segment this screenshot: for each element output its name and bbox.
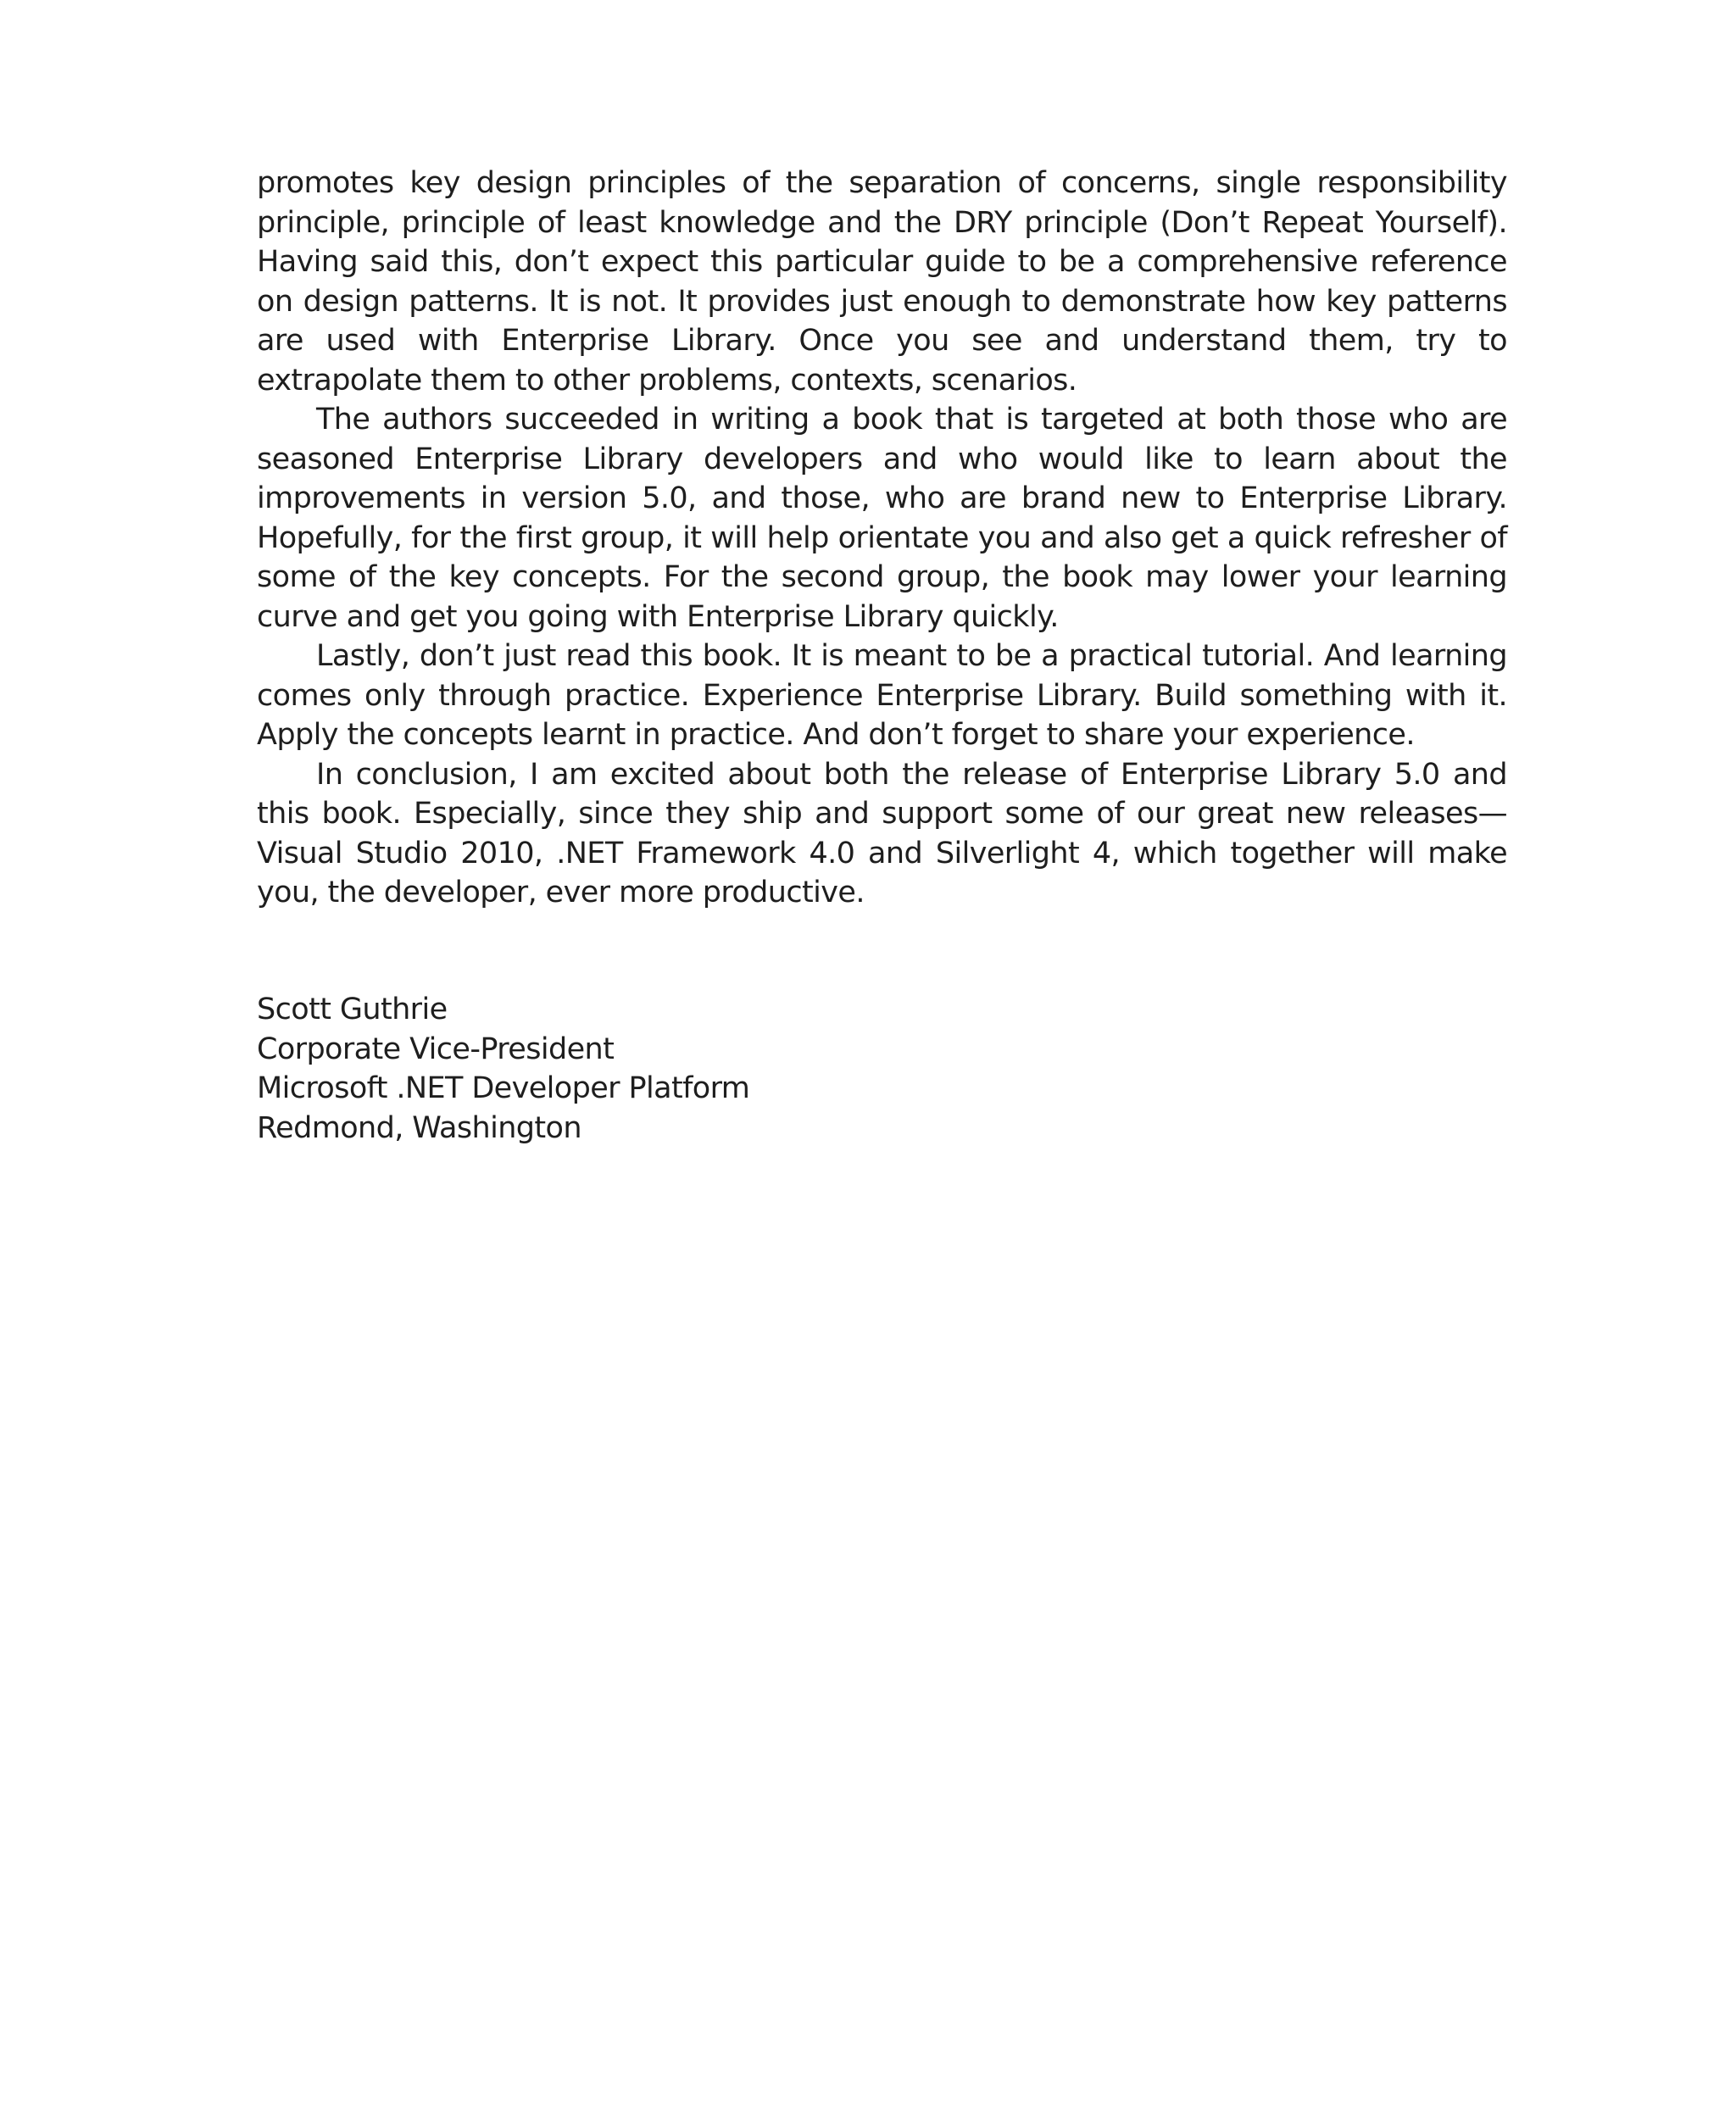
signature-name: Scott Guthrie [257, 993, 448, 1026]
paragraph-continuation: promotes key design principles of the separation of concerns, single responsibility principle, principle of least knowledge and the DRY principle (Don’t Repeat Yourself). Having said this, don’t expect this particular guide to be a comprehensive reference on design patterns. It is not. It provides just enough to demonstrate how key patterns are used with Enterprise Library. Once you see and understand them, try to extrapolate them to other problems, contexts, scenarios. [257, 166, 1507, 398]
paragraph-authors: The authors succeeded in writing a book that is targeted at both those who are seasoned Enterprise Library developers and who would like to learn about the improvements in version 5.0, and those, who are brand new to Enterprise Library. Hopefully, for the first group, it will help orientate you and also get a quick refresher of some of the key concepts. For the second group, the book may lower your learning curve and get you going with Enterprise Library quickly. [257, 403, 1507, 634]
paragraph-lastly: Lastly, don’t just read this book. It is meant to be a practical tutorial. And learning comes only through practice. Experience Enterprise Library. Build something with it. Apply the concepts learnt in practice. And don’t forget to share your experience. [257, 639, 1507, 752]
signature-location: Redmond, Washington [257, 1110, 581, 1145]
signature-block [257, 990, 1274, 1148]
paragraph-conclusion: In conclusion, I am excited about both the release of Enterprise Library 5.0 and this book. Especially, since they ship and support some of our great new releases—Visual Studio 2010, .NET Framework 4.0 and Silverlight 4, which together will make you, the developer, ever more productive. [257, 757, 1507, 909]
signature-title: Corporate Vice-President [257, 1032, 615, 1066]
body-text [257, 164, 1507, 913]
signature-organization: Microsoft .NET Developer Platform [257, 1071, 750, 1105]
